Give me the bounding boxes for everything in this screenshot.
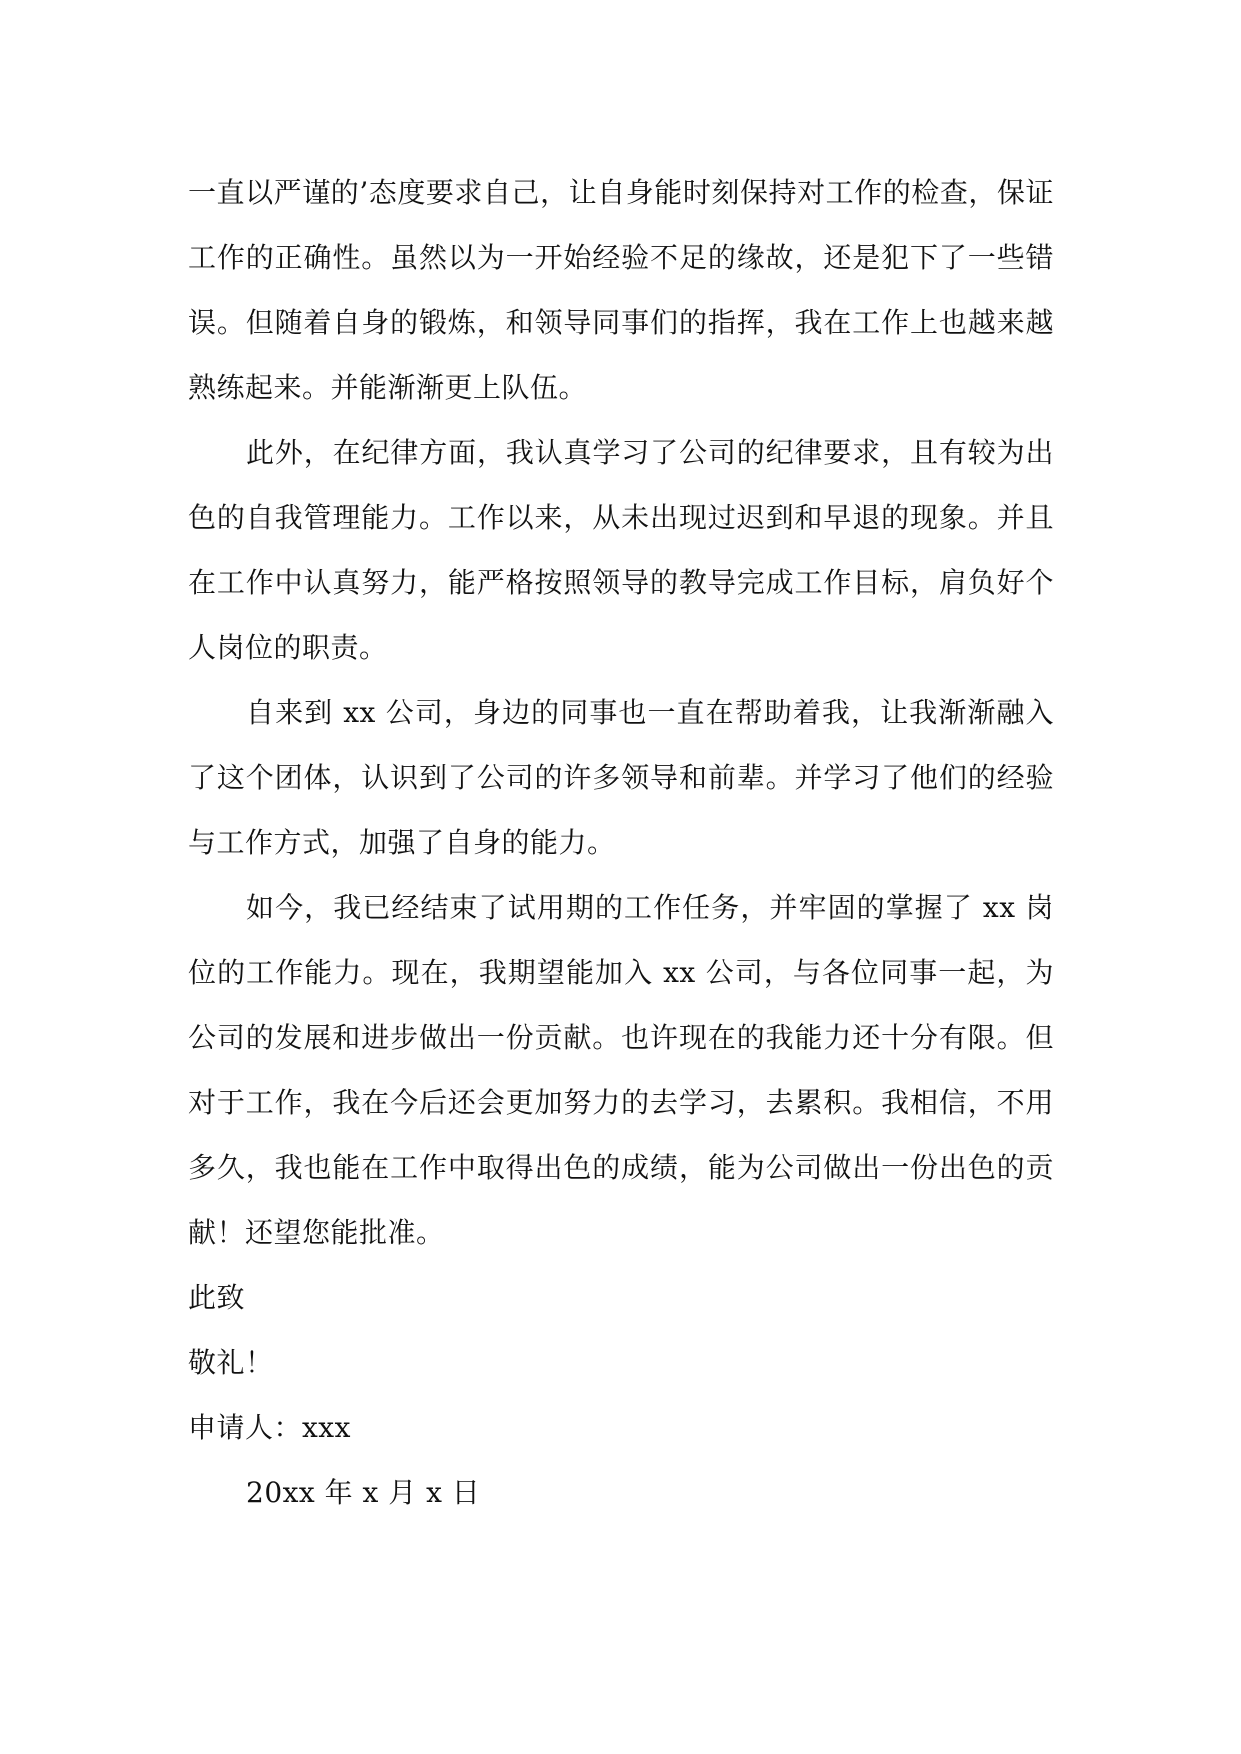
closing-salutation-2: 敬礼！ (188, 1346, 274, 1379)
paragraph-work-attitude: 一直以严谨的’态度要求自己，让自身能时刻保持对工作的检查，保证工作的正确性。虽然以为一开始经验不足的缘故，还是犯下了一些错误。但随着自身的锻炼，和领导同事们的指挥，我在工作上也越来越熟练起来。并能渐渐更上队伍。 (188, 176, 1054, 404)
letter-body (188, 160, 1054, 1525)
paragraph-request: 如今，我已经结束了试用期的工作任务，并牢固的掌握了 xx 岗位的工作能力。现在，我期望能加入 xx 公司，与各位同事一起，为公司的发展和进步做出一份贡献。也许现在的我能力还十分有限。但对于工作，我在今后还会更加努力的去学习，去累积。我相信，不用多久，我也能在工作中取得出色的成绩，能为公司做出一份出色的贡献！还望您能批准。 (188, 891, 1054, 1249)
closing-salutation-1: 此致 (188, 1281, 246, 1314)
application-date: 20xx 年 x 月 x 日 (246, 1476, 481, 1509)
paragraph-discipline: 此外，在纪律方面，我认真学习了公司的纪律要求，且有较为出色的自我管理能力。工作以来，从未出现过迟到和早退的现象。并且在工作中认真努力，能严格按照领导的教导完成工作目标，肩负好个人岗位的职责。 (188, 436, 1054, 664)
paragraph-colleagues: 自来到 xx 公司，身边的同事也一直在帮助着我，让我渐渐融入了这个团体，认识到了公司的许多领导和前辈。并学习了他们的经验与工作方式，加强了自身的能力。 (188, 696, 1054, 859)
applicant-signature: 申请人：xxx (188, 1411, 351, 1444)
